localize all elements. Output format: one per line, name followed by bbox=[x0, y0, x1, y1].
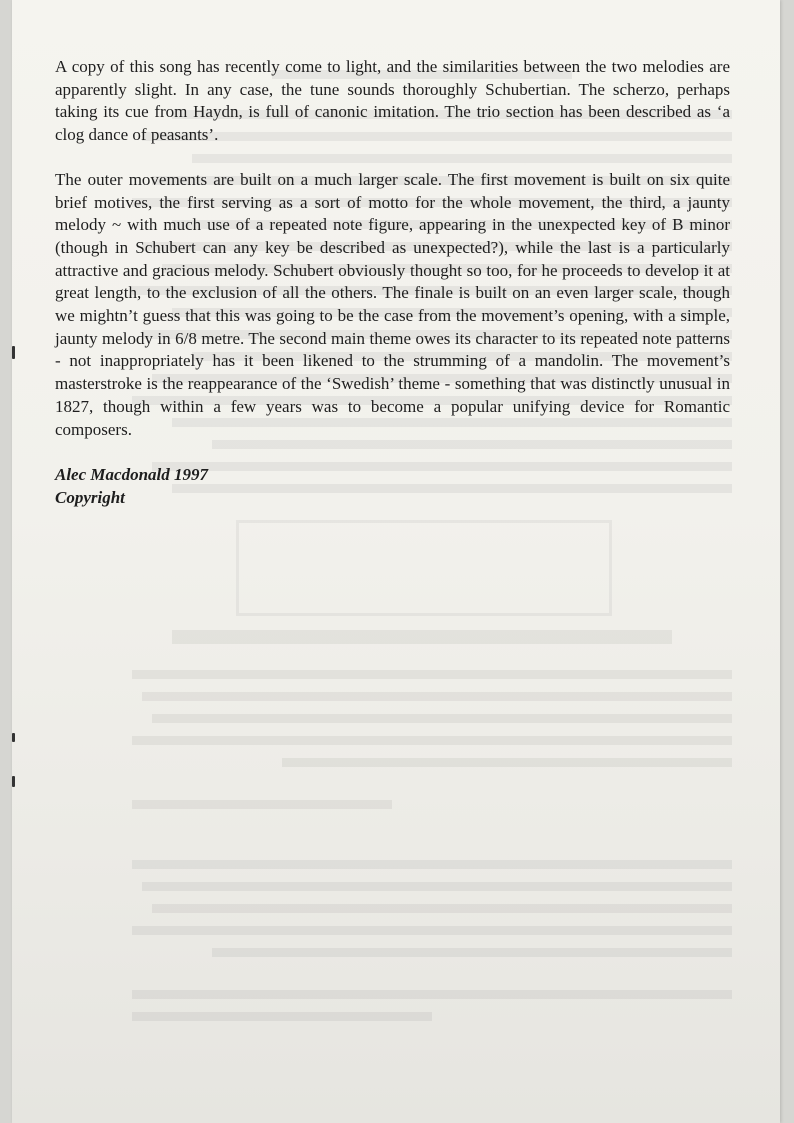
binding-mark-2 bbox=[12, 733, 15, 742]
author-signature: Alec Macdonald 1997 bbox=[55, 465, 208, 485]
document-page bbox=[12, 0, 780, 1123]
program-note-text bbox=[55, 56, 730, 509]
binding-mark-1 bbox=[12, 346, 15, 359]
copyright-notice: Copyright bbox=[55, 488, 125, 508]
paragraph-scherzo: A copy of this song has recently come to light, and the similarities between the two melodies are apparently slight. In any case, the tune sounds thoroughly Schubertian. The scherzo, perhaps taking its cue from Haydn, is full of canonic imitation. The trio section has been described as ‘a clog dance of peasants’. bbox=[55, 57, 730, 145]
paragraph-outer-movements: The outer movements are built on a much larger scale. The first movement is built on six quite brief motives, the first serving as a sort of motto for the whole movement, the third, a jaunty melody ~ with much use of a repeated note figure, appearing in the unexpected key of B minor (though in Schubert can any key be described as unexpected?), while the last is a particularly attractive and gracious melody. Schubert obviously thought so too, for he proceeds to develop it at great length, to the exclusion of all the others. The finale is built on an even larger scale, though we mightn’t guess that this was going to be the case from the movement’s opening, with a simple, jaunty melody in 6/8 metre. The second main theme owes its character to its repeated note patterns - not inappropriately has it been likened to the strumming of a mandolin. The movement’s masterstroke is the reappearance of the ‘Swedish’ theme - something that was distinctly unusual in 1827, though within a few years was to become a popular unifying device for Romantic composers. bbox=[55, 169, 730, 439]
binding-mark-3 bbox=[12, 776, 15, 787]
